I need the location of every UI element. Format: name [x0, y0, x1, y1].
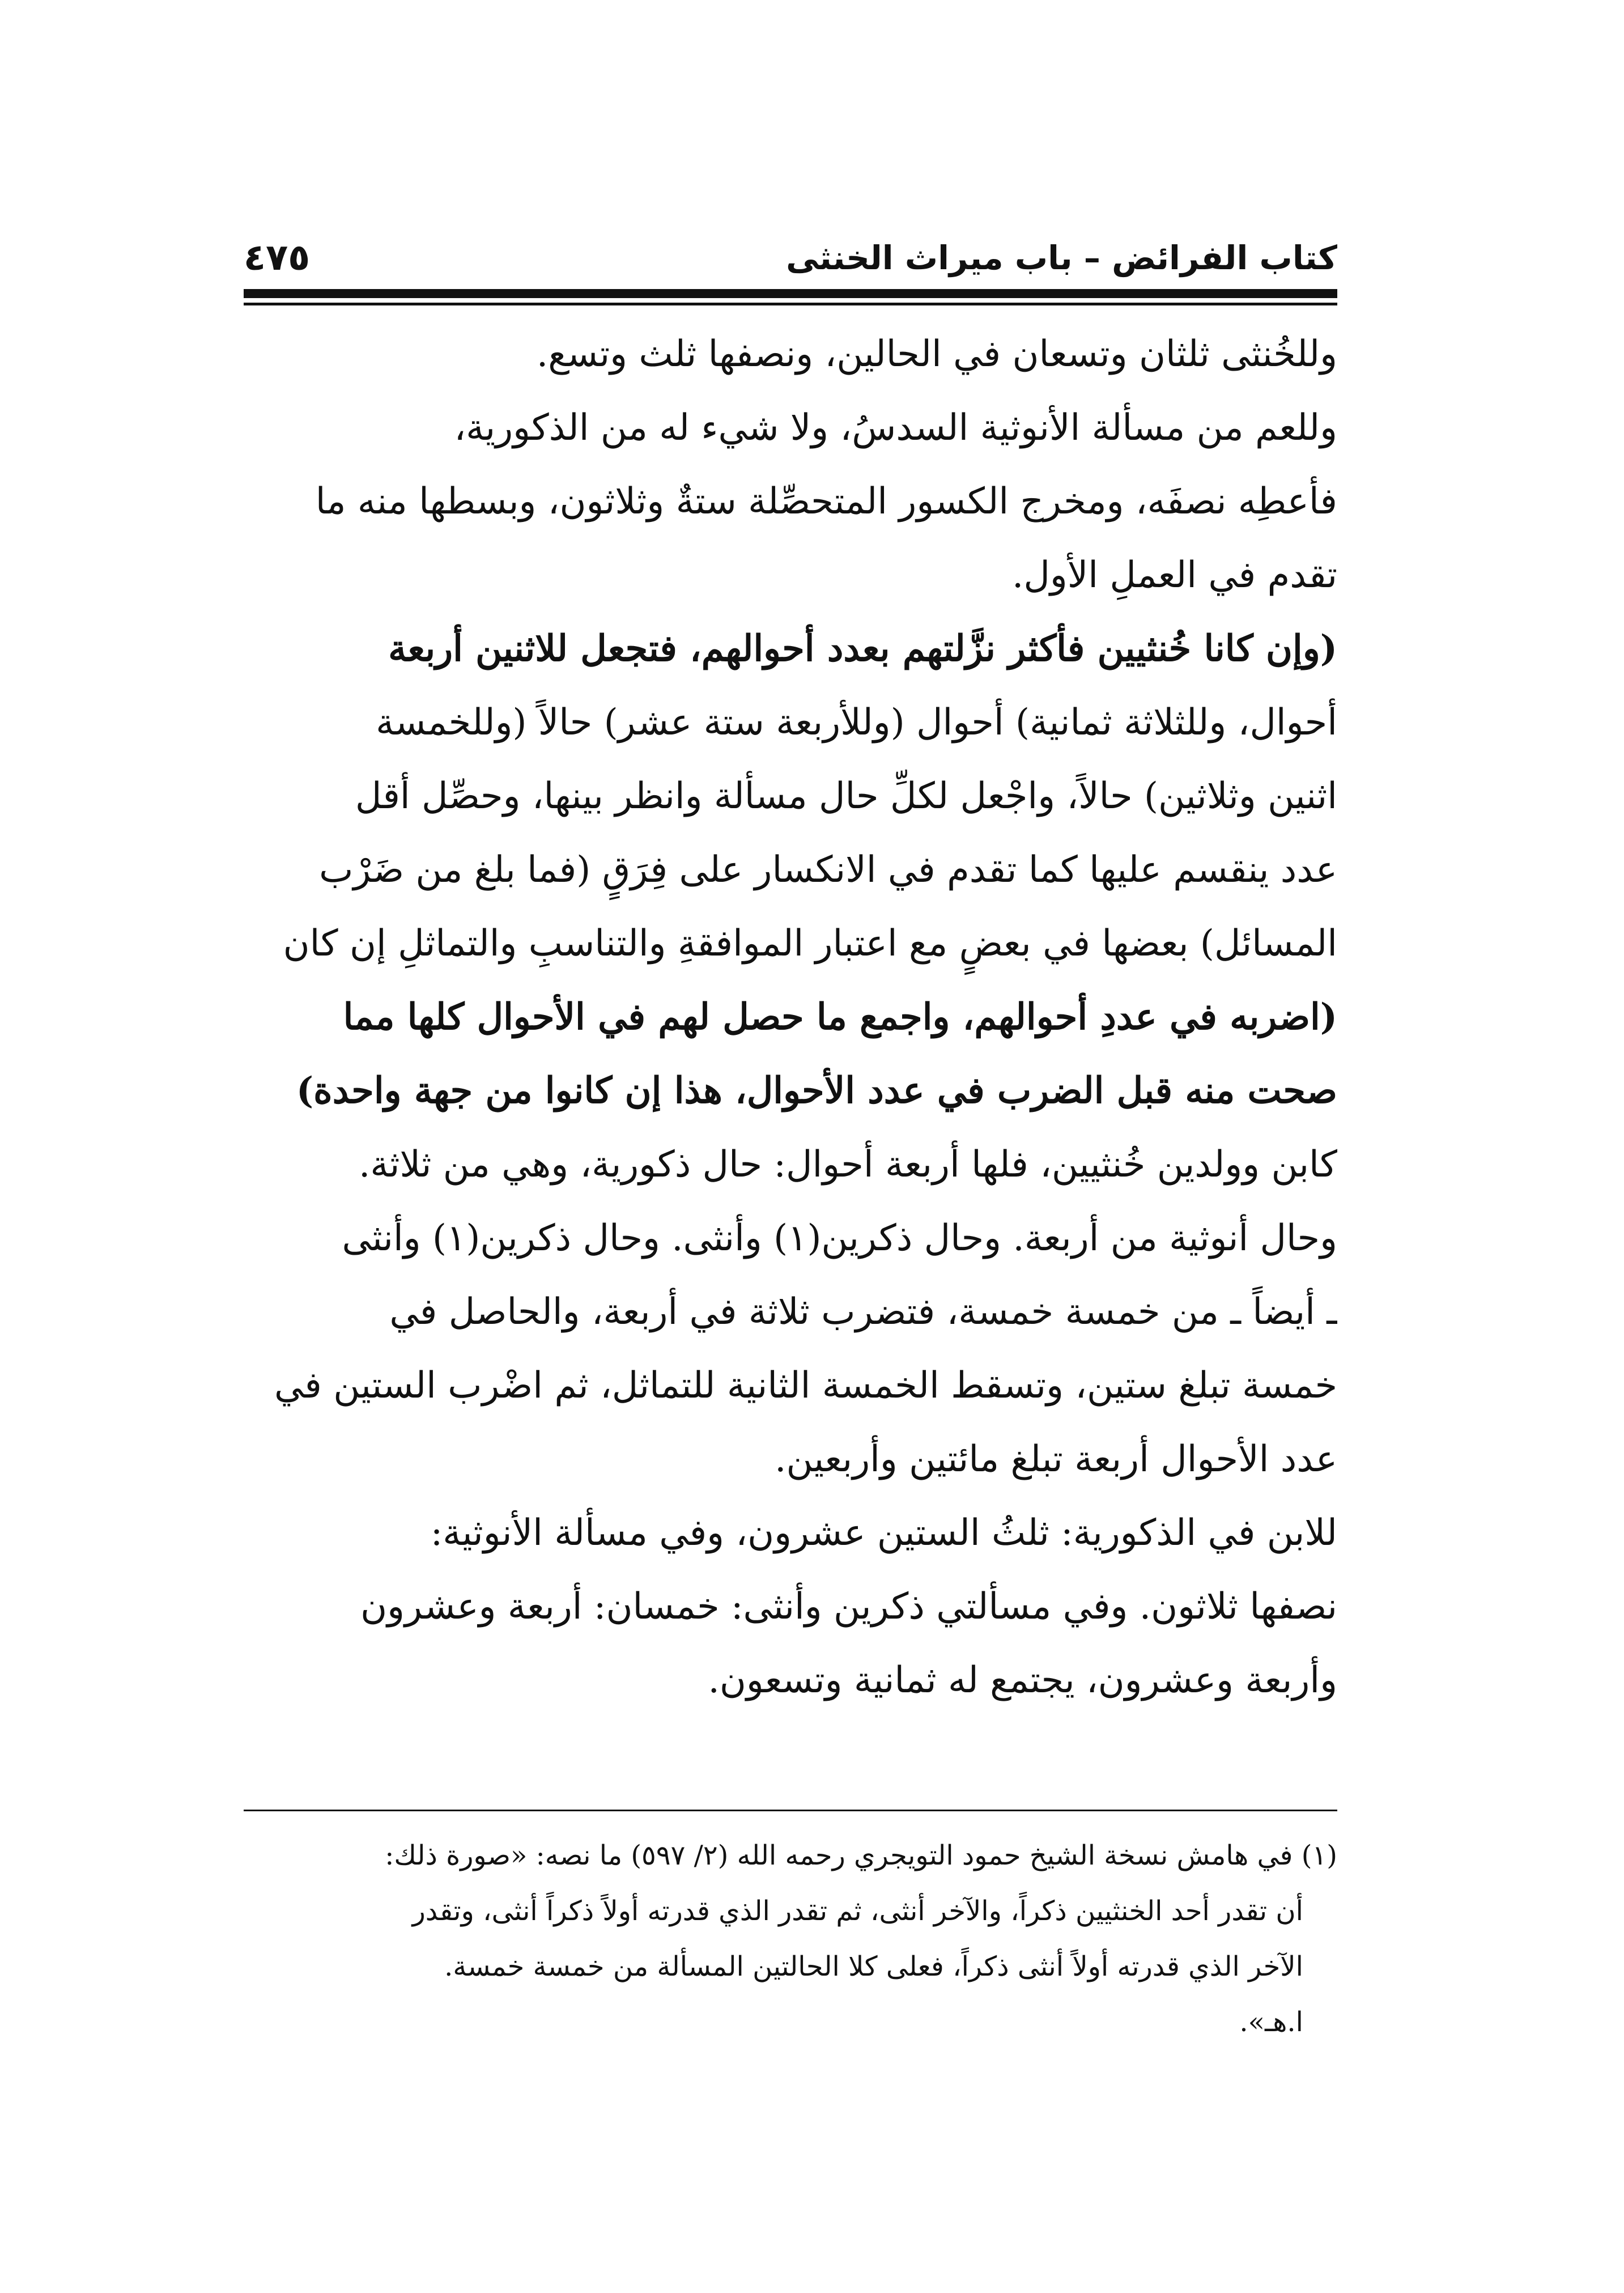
body-line: للابن في الذكورية: ثلثُ الستين عشرون، وفي مسألة الأنوثية:: [430, 1512, 1337, 1554]
header-rule-thin: [244, 303, 1337, 305]
body-line: أحوال، وللثلاثة ثمانية) أحوال (وللأربعة ستة عشر) حالاً (وللخمسة: [376, 702, 1337, 744]
body-line: عدد ينقسم عليها كما تقدم في الانكسار على فِرَقٍ (فما بلغ من ضَرْب: [319, 849, 1337, 891]
footnote-line: (١) في هامش نسخة الشيخ حمود التويجري رحمه الله (٢/ ٥٩٧) ما نصه: «صورة ذلك:: [385, 1840, 1337, 1871]
body-line: اثنين وثلاثين) حالاً، واجْعل لكلِّ حال مسألة وانظر بينها، وحصِّل أقل: [355, 775, 1337, 817]
footnote-line: الآخر الذي قدرته أولاً أنثى ذكراً، فعلى كلا الحالتين المسألة من خمسة خمسة.: [444, 1951, 1303, 1982]
body-line: ـ أيضاً ـ من خمسة خمسة، فتضرب ثلاثة في أربعة، والحاصل في: [389, 1291, 1337, 1333]
body-line: كابن وولدين خُنثيين، فلها أربعة أحوال: حال ذكورية، وهي من ثلاثة.: [358, 1144, 1337, 1186]
body-line: وللعم من مسألة الأنوثية السدسُ، ولا شيء له من الذكورية،: [454, 407, 1337, 449]
body-line: (اضربه في عددِ أحوالهم، واجمع ما حصل لهم في الأحوال كلها مما: [343, 996, 1337, 1038]
footnote-line: ا.هـ».: [1239, 2006, 1303, 2038]
body-line: تقدم في العملِ الأول.: [1011, 554, 1337, 596]
body-line: عدد الأحوال أربعة تبلغ مائتين وأربعين.: [775, 1438, 1337, 1480]
page-number: ٤٧٥: [244, 237, 311, 279]
body-line: وحال أنوثية من أربعة. وحال ذكرين(١) وأنثى. وحال ذكرين(١) وأنثى: [342, 1217, 1337, 1259]
footnote-separator: [244, 1810, 1337, 1811]
page-header: [244, 224, 1337, 292]
body-line: المسائل) بعضها في بعضٍ مع اعتبار الموافقةِ والتناسبِ والتماثلِ إن كان: [283, 923, 1337, 965]
body-text: [244, 317, 1337, 1717]
body-line: (وإن كانا خُنثيين فأكثر نزَّلتهم بعدد أحوالهم، فتجعل للاثنين أربعة: [388, 627, 1337, 670]
body-line: خمسة تبلغ ستين، وتسقط الخمسة الثانية للتماثل، ثم اضْرب الستين في: [274, 1365, 1337, 1407]
body-line: صحت منه قبل الضرب في عدد الأحوال، هذا إن كانوا من جهة واحدة): [296, 1069, 1337, 1112]
footnote-line: أن تقدر أحد الخنثيين ذكراً، والآخر أنثى، ثم تقدر الذي قدرته أولاً ذكراً أنثى، وتقدر: [412, 1895, 1303, 1927]
footnotes: [244, 1828, 1337, 2050]
body-line: وللخُنثى ثلثان وتسعان في الحالين، ونصفها ثلث وتسع.: [536, 333, 1337, 375]
body-line: فأعطِه نصفَه، ومخرج الكسور المتحصِّلة ستةٌ وثلاثون، وبسطها منه ما: [315, 481, 1337, 523]
running-title: كتاب الفرائض – باب ميراث الخنثى: [786, 239, 1337, 277]
header-rule-thick: [244, 289, 1337, 298]
body-line: وأربعة وعشرون، يجتمع له ثمانية وتسعون.: [708, 1659, 1337, 1701]
body-line: نصفها ثلاثون. وفي مسألتي ذكرين وأنثى: خمسان: أربعة وعشرون: [360, 1586, 1337, 1628]
